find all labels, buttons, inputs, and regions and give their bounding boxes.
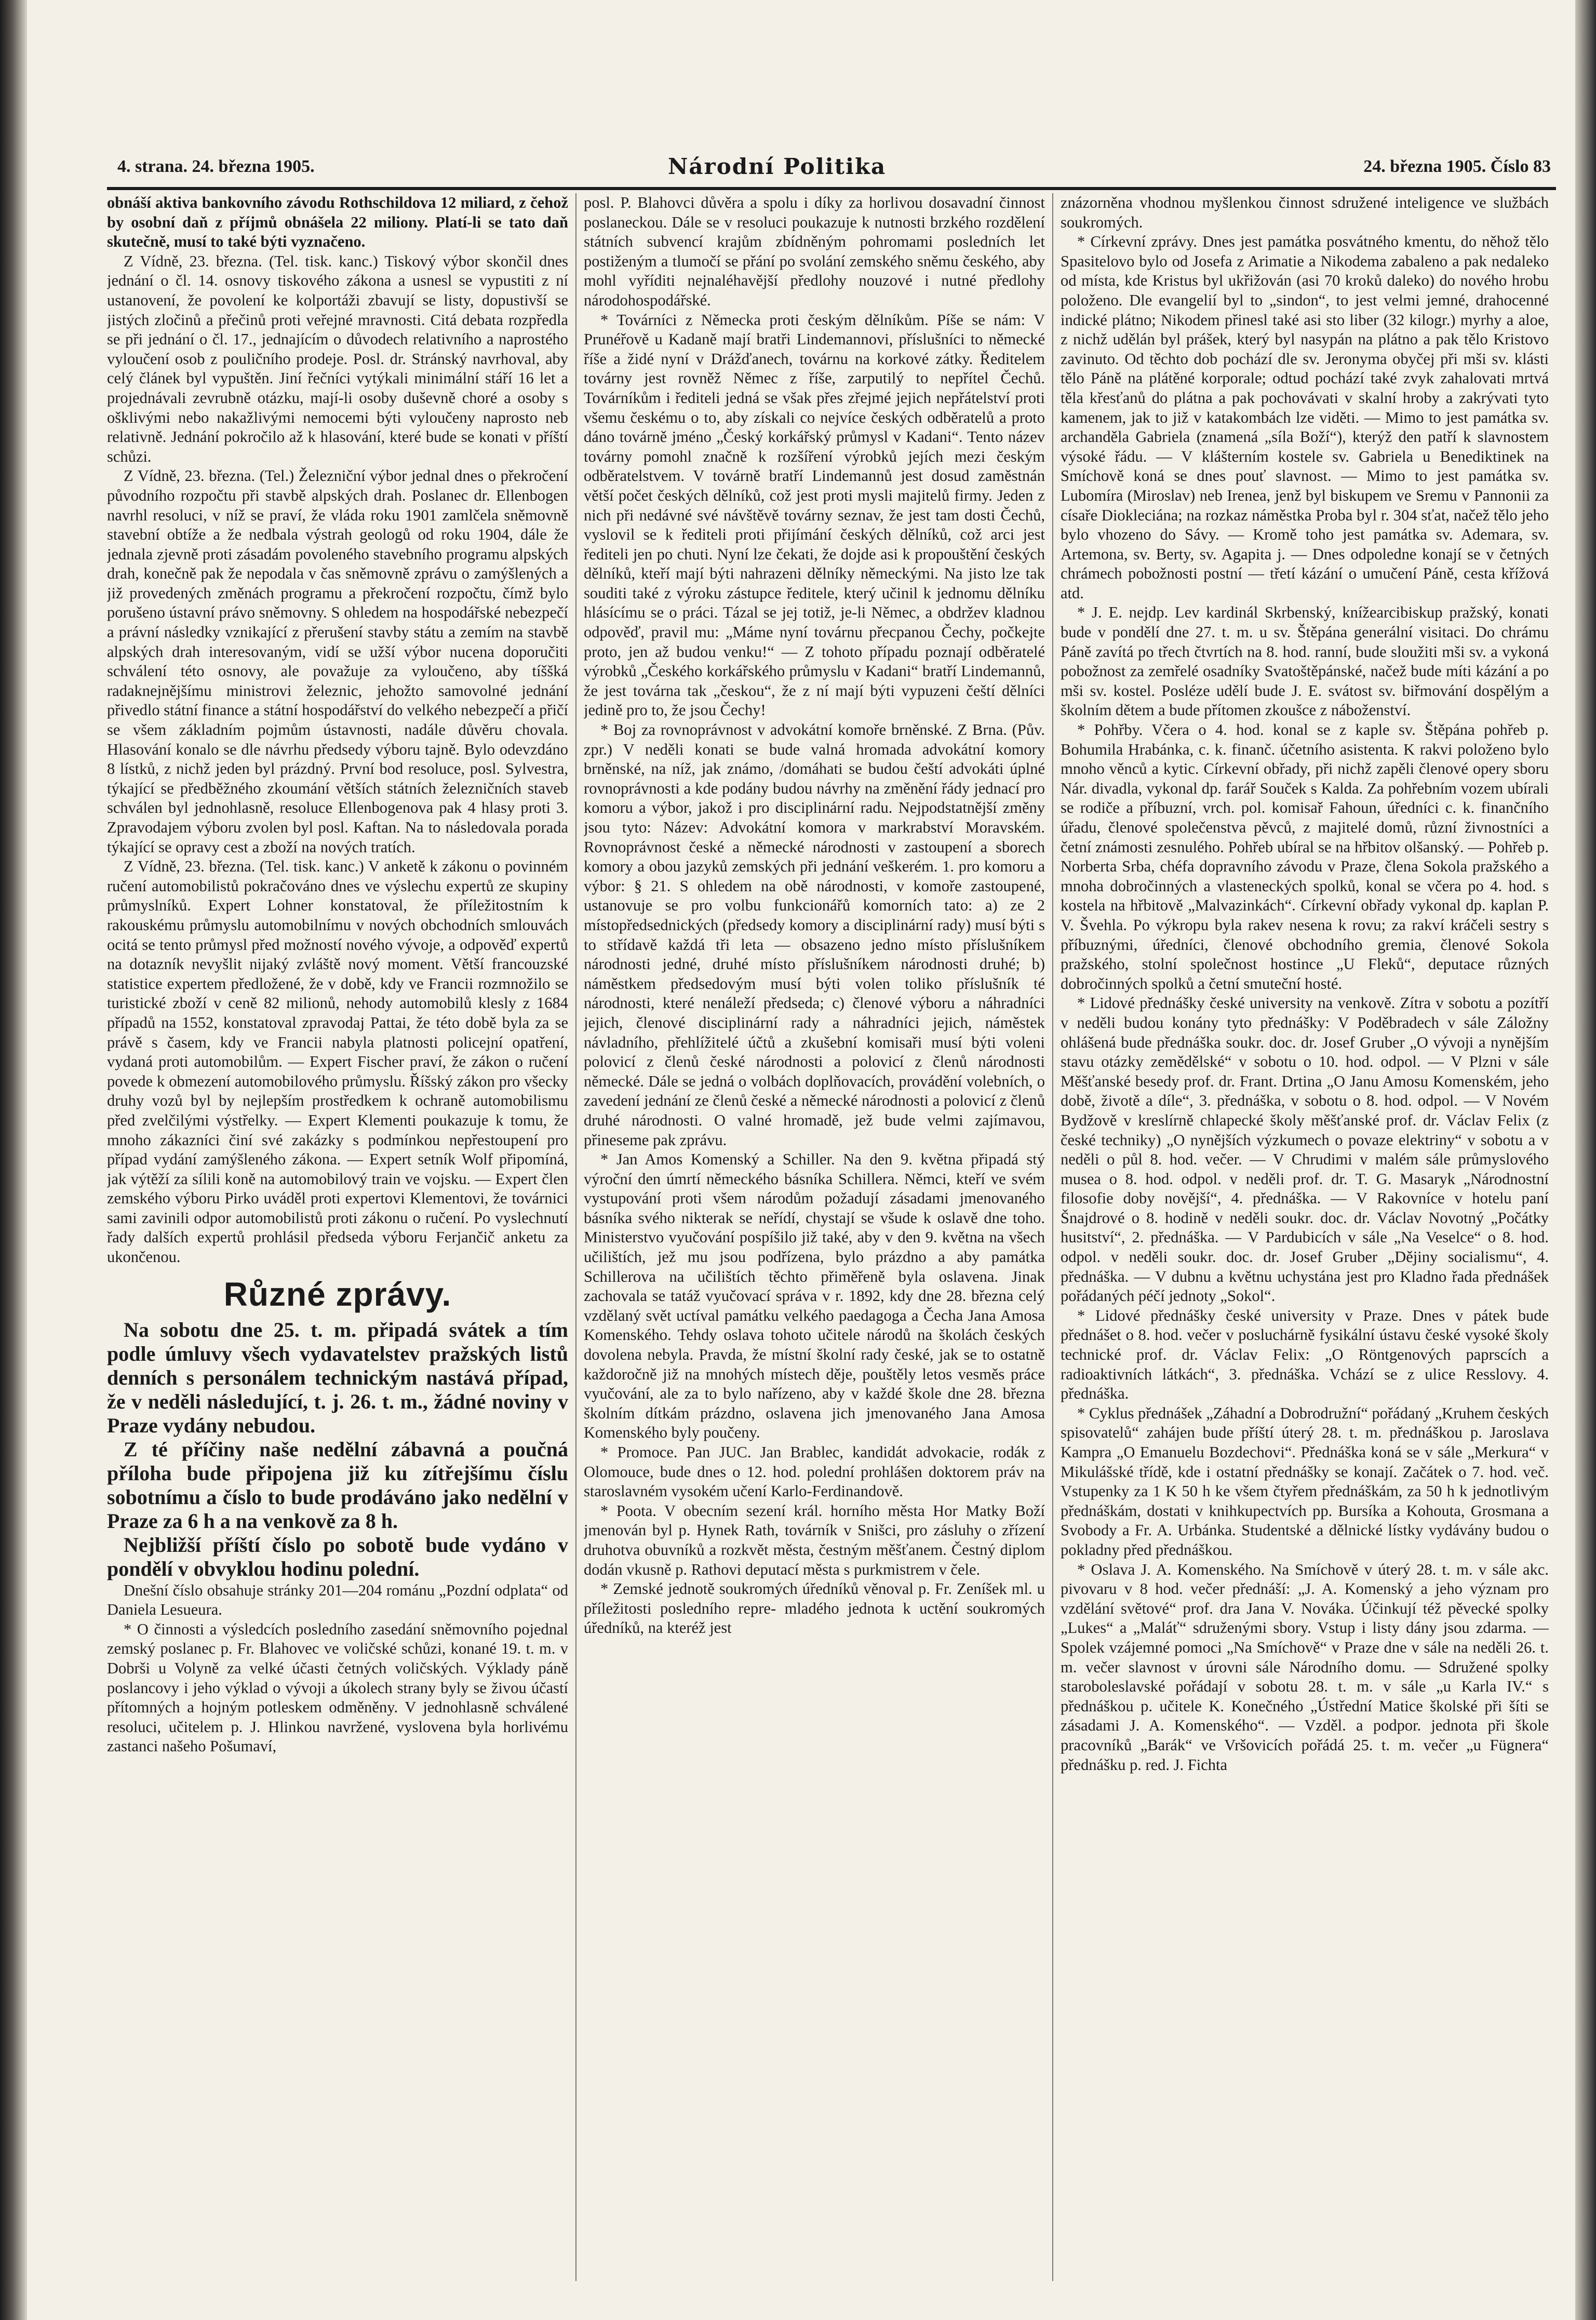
article-paragraph: * Lidové přednášky české university v Praze. Dnes v pátek bude přednášet o 8. hod. večer v posluchárně fysikální ústavu české vysoké školy technické prof. dr. Václav Felix: „O Röntgenových paprscích a radioaktivních látkách“, 3. přednáška. Vchází se z ulice Resslovy. 4. přednáška. bbox=[1061, 1306, 1549, 1403]
issue-number: 24. března 1905. Číslo 83 bbox=[1363, 157, 1551, 176]
article-paragraph: obnáší aktiva bankovního závodu Rothschildova 12 miliard, z čehož by osobní daň z příjmů obnášela 22 miliony. Platí-li se tato daň skutečně, musí to také býti vyznačeno. bbox=[107, 194, 568, 251]
article-paragraph: * Pohřby. Včera o 4. hod. konal se z kaple sv. Štěpána pohřeb p. Bohumila Hrabánka, c. k. finanč. účetního asistenta. K rakvi položeno bylo mnoho věnců a kytic. Církevní obřady, při nichž zapěli členové opery sboru Nár. divadla, vykonal dp. farář Souček s Kalda. Za pohřebním vozem ubírali se rodiče a příbuzní, vrch. pol. komisař Fahoun, úředníci c. k. finančního úřadu, členové společenstva pěvců, z majitelé domů, různí živnostníci a četní známosti zesnulého. Pohřeb ubíral se na hřbitov olšanský. — Pohřeb p. Norberta Srba, chéfa dopravního závodu v Praze, člena Sokola pražského a mnoha dobročinných a vlasteneckých spolků, konal se včera po 4. hod. s kostela na hřbitově „Malvazinkách“. Církevní obřady vykonal dp. kaplan P. V. Švehla. Po výkropu byla rakev nesena k rovu; za rakví kráčeli sestry s příbuznými, úředníci, členové obchodního gremia, členové Sokola pražského, stolní společnost hostince „U Fleků“, deputace různých dobročinných spolků a četní smuteční hosté. bbox=[1061, 721, 1549, 993]
article-paragraph: * Lidové přednášky české university na venkově. Zítra v sobotu a pozítří v neděli budou konány tyto přednášky: V Poděbradech v sále Záložny ohlášená bude přednáška soukr. doc. dr. Josef Gruber „O vývoji a nynějším stavu otázky zemědělské“ v sobotu o 10. hod. odpol. — V Plzni v sále Měšťanské besedy prof. dr. Frant. Drtina „O Janu Amosu Komenském, jeho době, životě a díle“, 3. přednáška, v sobotu o 8. hod. odpol. — V Novém Bydžově v kreslírně chlapecké školy měšťanské prof. dr. Václav Felix (z české techniky) „O nynějších výzkumech o povaze elektriny“ v sobotu a v neděli o půl 8. hod. večer. — V Chrudimi v malém sále průmyslového musea o 8. hod. odpol. v neděli prof. dr. T. G. Masaryk „Národnostní filosofie doby novější“, 4. přednáška. — V Rakovníce v hotelu paní Šnajdrové o 8. hodině v neděli soukr. doc. dr. Václav Novotný „Počátky husitství“, 2. přednáška. — V Pardubicích v sále „Na Veselce“ o 8. hod. odpol. v neděli soukr. doc. dr. Josef Gruber „Dějiny socialismu“, 4. přednáška. — V dubnu a květnu uchystána jest pro Kladno řada přednášek pořádaných péčí jednoty „Sokol“. bbox=[1061, 994, 1549, 1305]
column-divider bbox=[1052, 193, 1053, 2281]
page-number-date: 4. strana. 24. března 1905. bbox=[117, 157, 315, 176]
article-paragraph: * J. E. nejdp. Lev kardinál Skrbenský, knížearcibiskup pražský, konati bude v pondělí dne 27. t. m. u sv. Štěpána generální visitaci. Do chrámu Páně zavítá po třech čtvrtích na 8. hod. ranní, bude sloužiti mši sv. a vykoná pobožnost za zemřelé osadníky Svatoštěpánské, načež bude míti kázání a po mši sv. kostel. Posléze udělí bude J. E. svátost sv. biřmování dospělým a školním dětem a bude přítomen zkoušce z náboženství. bbox=[1061, 604, 1549, 719]
article-paragraph: * Zemské jednotě soukromých úředníků věnoval p. Fr. Zeníšek ml. u příležitosti posledního repre- mladého jednota k uctění soukromých úředníků, na kteréž jest bbox=[584, 1580, 1045, 1637]
article-paragraph: * Promoce. Pan JUC. Jan Brablec, kandidát advokacie, rodák z Olomouce, bude dnes o 12. hod. polední prohlášen doktorem práv na staroslavném vysokém učení Karlo-Ferdinandově. bbox=[584, 1443, 1045, 1500]
column-1 bbox=[107, 193, 568, 2291]
supplement-notice: Z té příčiny naše nedělní zábavná a poučná příloha bude připojena již ku zítřejšímu číslu sobotnímu a číslo to bude prodáváno jako nedělní v Praze za 6 h a na venkově za 8 h. bbox=[107, 1437, 568, 1533]
article-paragraph: * O činnosti a výsledcích posledního zasedání sněmovního pojednal zemský poslanec p. Fr. Blahovec ve voličské schůzi, konané 19. t. m. v Dobrši u Volyně za velké účasti četných voličských. Výklady páně poslancovy i jeho výklad o vývoji a úkolech strany byly se živou účastí přítomných a hojným potleskem odměněny. V jednohlasně schválené resoluci, učitelem p. J. Hlinkou navržené, vyslovena byla horlivému zastanci našeho Pošumaví, bbox=[107, 1620, 568, 1755]
article-paragraph: Z Vídně, 23. března. (Tel. tisk. kanc.) Tiskový výbor skončil dnes jednání o čl. 14. osnovy tiskového zákona a usnesl se vypustiti z ní ustanovení, že povolení ke kolportáži zbavují se listy, dopustivší se jistých zločinů a přečinů proti veřejné mravnosti. Citá debata rozpředla se při jednání o čl. 17., jednajícím o důvodech relativního a naprostého vyloučení osob z pouličního prodeje. Posl. dr. Stránský navrhoval, aby celý článek byl vypuštěn. Jiní řečníci vytýkali minimální stáří 16 let a projednávali zevrubně otázku, mají-li osoby duševně choré a osoby s ošklivými nebo nakažlivými nemocemi býti vyloučeny naprosto neb relativně. Jednání pokročilo až k hlasování, které bude se konati v příští schůzi. bbox=[107, 252, 568, 465]
article-paragraph: * Továrníci z Německa proti českým dělníkům. Píše se nám: V Prunéřově u Kadaně mají bratři Lindemannovi, příslušníci to německé říše a židé nyní v Drážďanech, továrnu na korkové zátky. Ředitelem továrny jest rovněž Němec z říše, zarputilý to nepřítel Čechů. Továrníkům i řediteli jedná se však přes zřejmé jejich nepřátelství proti všemu českému o to, aby získali co nejvíce českých odběratelů a proto dáno továrně jméno „Český korkářský průmysl v Kadani“. Tento název továrny pomohl značně k rozšíření výrobků jejích mezi českým odběratelstvem. V továrně bratří Lindemannů jest dosud zaměstnán větší počet českých dělníků, což jest proti mysli majitelů firmy. Jeden z nich při nedávné své návštěvě továrny seznav, že jest tam dosti Čechů, vyslovil se k řediteli proti přijímání českých dělníků, což arci jest řediteli jen po chuti. Nyní lze čekati, že dojde asi k propouštění českých dělníků, kteří mají býti nahrazeni dělníky německými. Na jisto lze tak souditi také z výroku zástupce ředitele, který učinil k jednomu dělníku hlásícímu se o práci. Tázal se jej totiž, je-li Němec, a obdržev kladnou odpověď, pravil mu: „Máme nyní továrnu přecpanou Čechy, počkejte proto, jen až budou venku!“ — Z tohoto případu poznají odběratelé výrobků „Českého korkářského průmyslu v Kadani“ bratří Lindemannů, že jest továrna tak „českou“, že z ní mají býti vypuzeni čeští dělníci jedině pro to, že jsou Čechy! bbox=[584, 311, 1045, 719]
article-paragraph: posl. P. Blahovci důvěra a spolu i díky za horlivou dosavadní činnost poslaneckou. Dále se v resoluci poukazuje k nutnosti brzkého rozdělení státních subvencí krajům zbídněným pohromami posledních let postiženým a tlumočí se přání po svolání zemského sněmu českého, aby mohl vyříditi nejnaléhavější předlohy nouzové i nutné předlohy národohospodářské. bbox=[584, 194, 1045, 309]
newspaper-title: Národní Politika bbox=[668, 154, 887, 179]
column-3 bbox=[1061, 193, 1549, 2291]
page-edge-shadow-left bbox=[0, 0, 27, 2320]
holiday-notice: Na sobotu dne 25. t. m. připadá svátek a tím podle úmluvy všech vydavatelstev pražských listů denních s personálem technickým nastává případ, že v neděli následující, t. j. 26. t. m., žádné noviny v Praze vydány nebudou. bbox=[107, 1318, 568, 1437]
article-paragraph: * Poota. V obecním sezení král. horního města Hor Matky Boží jmenován byl p. Hynek Rath, továrník v Snišci, pro zásluhy o zřízení druhotva obuvníků a rozkvět města, čestným měšťanem. Čestný diplom dodán vkusně p. Rathovi deputací města s purkmistrem v čele. bbox=[584, 1501, 1045, 1578]
article-paragraph: Z Vídně, 23. března. (Tel.) Železniční výbor jednal dnes o překročení původního rozpočtu při stavbě alpských drah. Poslanec dr. Ellenbogen navrhl resoluci, v níž se praví, že vláda roku 1901 zamlčela sněmovně stavební obtíže a že nedbala výstrah geologů od roku 1904, dále že jednala zjevně proti zásadám povoleného stavebního programu alpských drah, konečně pak že nepodala v čas sněmovně zprávu o zamýšlených a již provedených změnách programu a překročení rozpočtu, čímž bylo porušeno ústavní právo sněmovny. S ohledem na hospodářské nebezpečí a právní následky vznikající z přerušení stavby státu a zemím na stavbě alpských drah interesovaným, vidí se užší výbor nucena doporučiti schválení této osnovy, ale považuje za vyloučeno, aby tíššká radaknejnějšímu ministrovi železnic, jehožto samovolné jednání přivedlo státní finance a státní hospodářství do velkého nebezpečí a přičí se všem základním pojmům ústavnosti, nadále důvěru chovala. Hlasování konalo se dle návrhu předsedy výboru tajně. Bylo odevzdáno 8 lístků, z nichž jeden byl prázdný. První bod resoluce, posl. Sylvestra, týkající se předběžného zkoumání větších státních železničních staveb schválen byl jednohlasně, resoluce Ellenbogenova pak 4 hlasy proti 3. Zpravodajem výboru zvolen byl posl. Kaftan. Na to následovala porada týkající se opravy cest a zboží na nových tratích. bbox=[107, 467, 568, 856]
masthead bbox=[117, 152, 1551, 188]
next-issue-notice: Nejbližší příští číslo po sobotě bude vydáno v pondělí v obvyklou hodinu polední. bbox=[107, 1533, 568, 1580]
header-rule bbox=[107, 187, 1556, 190]
page-edge-shadow-right bbox=[1575, 0, 1596, 2320]
article-paragraph: Dnešní číslo obsahuje stránky 201—204 románu „Pozdní odplata“ od Daniela Lesueura. bbox=[107, 1581, 568, 1619]
article-paragraph: * Cyklus přednášek „Záhadní a Dobrodružní“ pořádaný „Kruhem českých spisovatelů“ zahájen bude příští úterý 28. t. m. přednáškou p. Jaroslava Kampra „O Emanuelu Bozdechovi“. Přednáška koná se v sále „Merkura“ v Mikulášské třídě, kde i ostatní přednášky se konají. Začátek o 7. hod. več. Vstupenky za 1 K 50 h ke všem čtyřem přednáškám, za 50 h k jednotlivým přednáškám, dostati v knihkupectvích pp. Bursíka a Kohouta, Grosmana a Svobody a Fr. A. Urbánka. Studentské a dělnické lístky vydávány budou o pokladny před přednáškou. bbox=[1061, 1404, 1549, 1559]
column-2 bbox=[584, 193, 1045, 2291]
article-paragraph: * Církevní zprávy. Dnes jest památka posvátného kmentu, do něhož tělo Spasitelovo bylo od Josefa z Arimatie a Nikodema zabaleno a pak nedaleko od místa, kde Kristus byl ukřižován (asi 70 kroků daleko) do nového hrobu položeno. Dle evangelií byl to „sindon“, to jest velmi jemné, drahocenné indické plátno; Nikodem přinesl také asi sto liber (32 kilogr.) myrhy a aloe, z nichž udělán byl prášek, který byl nasypán na plátno a pak tělo Kristovo zavinuto. Od těchto dob pochází dle sv. Jeronyma obyčej při mši sv. klásti tělo Páně na plátěné korporale; odtud pochází také zvyk zahalovati mrtvá těla křesťanů do plátna a pak pochovávati v skalní hroby a zakrývati tyto kamenem, jak to již v katakombách lze viděti. — Mimo to jest památka sv. archanděla Gabriela (znamená „síla Boží“), kterýž den patří k slavnostem výsoké řádu. — V klášterním kostele sv. Gabriela u Benediktinek na Smíchově koná se dnes pouť slavnost. — Mimo to jest památka sv. Lubomíra (Miroslav) neb Irenea, jenž byl biskupem ve Sremu v Pannonii za císaře Diokleciána; na rozkaz náměstka Proba byl r. 304 sťat, načež tělo jeho bylo vhozeno do Sávy. — Kromě toho jest památka sv. Ademara, sv. Artemona, sv. Berty, sv. Agapita j. — Dnes odpoledne konají se v četných chrámech pobožnosti postní — třetí kázání o umučení Páně, cesta křížová atd. bbox=[1061, 233, 1549, 602]
column-divider bbox=[575, 193, 576, 2281]
article-paragraph: * Oslava J. A. Komenského. Na Smíchově v úterý 28. t. m. v sále akc. pivovaru v 8 hod. večer přednáší: „J. A. Komenský a jeho význam pro vzdělání světové“ prof. dra Jana V. Nováka. Účinkují též pěvecké spolky „Lukes“ a „Maláť“ sdruženými sbory. Vstup i listy dány jsou zdarma. — Spolek vzájemné pomoci „Na Smíchově“ v Praze dne v sále na neděli 26. t. m. večer slavnost v úrovni sále Národního domu. — Sdružené spolky staroboleslavské pořádají v sobotu 28. t. m. v sále „u Karla IV.“ s přednáškou p. učitele K. Konečného „Ústřední Matice školské při šíti se zásadami J. A. Komenského“. — Vzděl. a podpor. jednota při škole pracovníků „Barák“ ve Vršovicích pořádá 25. t. m. večer „u Fügnera“ přednášku p. red. J. Fichta bbox=[1061, 1560, 1549, 1774]
article-paragraph: Z Vídně, 23. března. (Tel. tisk. kanc.) V anketě k zákonu o povinném ručení automobilistů pokračováno dnes ve výslechu expertů ze skupiny průmyslníků. Expert Lohner konstatoval, že příležitostním k rakouskému průmyslu automobilnímu v nových obchodních smlouvách ocitá se tento průmysl před možností nového vývoje, a odpověď expertů na dotazník nevyšlit nijaký zvláště nový moment. Větší francouzské statistice expertem předložené, že v době, kdy ve Francii rozmnožilo se turistické zboží v ceně 82 milionů, nehody automobilů klesly z 1684 případů na 1552, konstatoval zpravodaj Pattai, že této době byla za se právě s časem, kdy ve Francii nabyla platnosti policejní opatření, vydaná proti automobilům. — Expert Fischer praví, že zákon o ručení povede k obmezení automobilového průmyslu. Říšský zákon pro všecky druhy vozů byl by nejlepším prostředkem k ochraně automobilismu před zvelčilými výstřelky. — Expert Klementi poukazuje k tomu, že mnoho zákazníci činí své zakázky s podmínkou nepřestoupení pro případ vydání zamýšleného zákona. — Expert setník Wolf připomíná, jak výtěží za sílili koně na automobilový train ve vojsku. — Expert člen zemského výboru Pirko uváděl proti expertovi Klementovi, že továrnici sami zavinili odpor automobilistů proti zákonu o ručení. Po vyslechnutí řady dalších expertů prohlásil předseda výboru Ferjančič anketu za ukončenou. bbox=[107, 857, 568, 1266]
article-paragraph: * Jan Amos Komenský a Schiller. Na den 9. května připadá stý výroční den úmrtí německého básníka Schillera. Němci, kteří ve svém vystupování proti všem národům požadují zásadami jmenovaného básníka svého nikterak se neřídí, chystají se všude k oslavě dne toho. Ministerstvo vyučování pospíšilo již také, aby v den 9. května na všech učilištích, jež mu jsou podřízena, bylo prázdno a aby památka Schillerova na učilištích těchto přiměřeně byla oslavena. Jinak zachovala se tatáž vyučovací správa v r. 1892, kdy dne 28. března celý vzdělaný svět uctíval památku velkého paedagoga a Čecha Jana Amosa Komenského. Tehdy oslava tohoto učitele národů na školách českých dovolena nebyla. Pravda, že místní školní rady české, jak se to ostatně každoročně již na mnohých místech děje, pouštěly letos vesměs práce vyučování, ale za to bylo nařízeno, aby v každé škole dne 28. března školním dítkám prázdno, oslavena jich jmenovaného Jana Amosa Komenského byly poučeny. bbox=[584, 1150, 1045, 1442]
article-paragraph: znázorněna vhodnou myšlenkou činnost sdružené inteligence ve službách soukromých. bbox=[1061, 194, 1549, 231]
section-heading: Různé zprávy. bbox=[223, 1275, 452, 1313]
article-paragraph: * Boj za rovnoprávnost v advokátní komoře brněnské. Z Brna. (Pův. zpr.) V neděli konati se bude valná hromada advokátní komory brněnské, na níž, jak známo, /domáhati se budou čeští advokáti úplné rovnoprávnosti a kde podány budou návrhy na změnění řády jednací pro komoru a výbor, jakož i pro disciplinární radu. Nejpodstatnější změny jsou tyto: Název: Advokátní komora v markrabství Moravském. Rovnoprávnost české a německé národnosti v zastoupení a sborech komory a obou jazyků zemských při jednání veškerém. 1. pro komoru a výbor: § 21. S ohledem na obě národnosti, v komoře zastoupené, ustanovuje se pro volbu funkcionářů komorních tato: a) ze 2 místopředsednických (předsedy komory a disciplinární rady) musí býti s to střídavě každá tři leta — obsazeno jedno místo příslušníkem národnosti jedné, druhé místo příslušníkem národnosti druhé; b) náměstkem předsedovým musí býti volen toliko příslušník té národnosti, které nenáleží předseda; c) členové výboru a náhradníci jejich, členové disciplinární rady a náhradníci jejich, náměstek návladního, přehlížitelé účtů a zkušební komisaři musí býti voleni polovicí z členů české národnosti a polovicí z členů národnosti německé. Dále se jedná o volbách doplňovacích, provádění volebních, o zavedení jednání ze členů české a německé národnosti a polovicí z členů druhé národnosti. O valné hromadě, jež bude velmi zajímavou, přineseme pak zprávu. bbox=[584, 721, 1045, 1149]
